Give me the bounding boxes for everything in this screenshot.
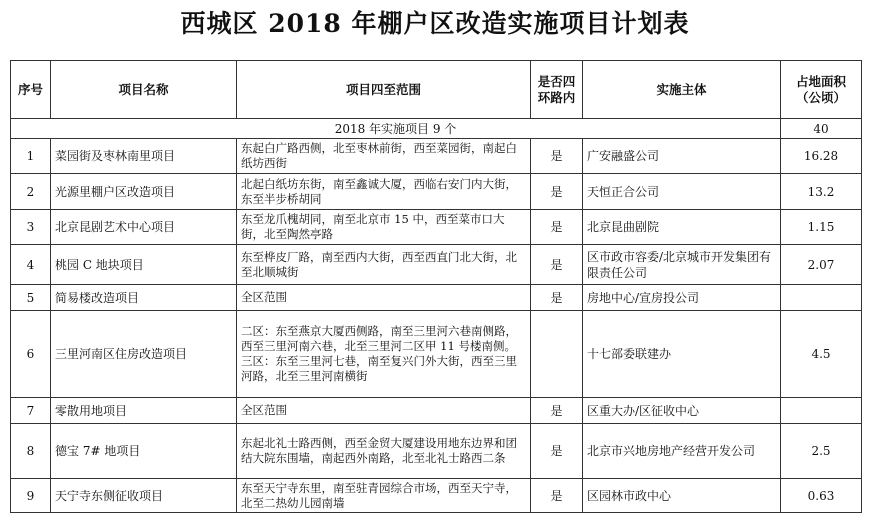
row-area: 2.5	[781, 424, 862, 479]
row-ring: 是	[531, 424, 583, 479]
row-ring	[531, 311, 583, 398]
col-header-entity: 实施主体	[583, 61, 781, 119]
row-scope: 东起白广路西侧，北至枣林前街，西至菜园街，南起白纸坊西街	[237, 139, 531, 174]
row-area: 2.07	[781, 245, 862, 285]
row-entity: 北京昆曲剧院	[583, 210, 781, 245]
row-area: 4.5	[781, 311, 862, 398]
row-entity: 天恒正合公司	[583, 174, 781, 210]
row-ring: 是	[531, 285, 583, 311]
row-scope: 东至桦皮厂路，南至西内大街，西至西直门北大街，北至北顺城街	[237, 245, 531, 285]
row-name: 光源里棚户区改造项目	[51, 174, 237, 210]
row-entity: 北京市兴地房地产经营开发公司	[583, 424, 781, 479]
row-name: 北京昆剧艺术中心项目	[51, 210, 237, 245]
table-row	[11, 479, 862, 513]
row-area	[781, 398, 862, 424]
row-ring: 是	[531, 398, 583, 424]
row-no: 5	[11, 285, 51, 311]
table-row	[11, 424, 862, 479]
row-name: 零散用地项目	[51, 398, 237, 424]
table-row	[11, 174, 862, 210]
row-name: 简易楼改造项目	[51, 285, 237, 311]
table-row	[11, 311, 862, 398]
row-scope: 东起北礼士路西侧，西至金贸大厦建设用地东边界和团结大院东围墙，南起西外南路，北至北礼士路西二条	[237, 424, 531, 479]
row-ring: 是	[531, 210, 583, 245]
table-row	[11, 245, 862, 285]
row-name: 菜园街及枣林南里项目	[51, 139, 237, 174]
col-header-scope: 项目四至范围	[237, 61, 531, 119]
row-ring: 是	[531, 174, 583, 210]
row-scope: 北起白纸坊东街，南至鑫诚大厦，西临右安门内大街，东至半步桥胡同	[237, 174, 531, 210]
section-label: 2018 年实施项目 9 个	[11, 119, 781, 139]
row-entity: 区重大办/区征收中心	[583, 398, 781, 424]
table-row	[11, 139, 862, 174]
table-row	[11, 285, 862, 311]
table-row	[11, 210, 862, 245]
row-area: 16.28	[781, 139, 862, 174]
row-no: 1	[11, 139, 51, 174]
row-name: 德宝 7# 地项目	[51, 424, 237, 479]
row-entity: 十七部委联建办	[583, 311, 781, 398]
row-no: 9	[11, 479, 51, 513]
row-entity: 区园林市政中心	[583, 479, 781, 513]
row-area: 0.63	[781, 479, 862, 513]
row-no: 6	[11, 311, 51, 398]
row-name: 天宁寺东侧征收项目	[51, 479, 237, 513]
row-scope: 二区：东至燕京大厦西侧路，南至三里河六巷南侧路，西至三里河南六巷，北至三里河二区甲 11 号楼南侧。三区：东至三里河七巷，南至复兴门外大街，西至三里河路，北至三里河南横街	[237, 311, 531, 398]
row-scope: 全区范围	[237, 285, 531, 311]
row-name: 桃园 C 地块项目	[51, 245, 237, 285]
col-header-ring: 是否四环路内	[531, 61, 583, 119]
row-entity: 房地中心/宣房投公司	[583, 285, 781, 311]
header-row	[11, 61, 862, 119]
table-row	[11, 398, 862, 424]
row-area: 1.15	[781, 210, 862, 245]
row-scope: 全区范围	[237, 398, 531, 424]
row-ring: 是	[531, 245, 583, 285]
row-no: 3	[11, 210, 51, 245]
project-table	[10, 60, 862, 513]
row-area	[781, 285, 862, 311]
section-area: 40	[781, 119, 862, 139]
row-entity: 区市政市容委/北京城市开发集团有限责任公司	[583, 245, 781, 285]
row-area: 13.2	[781, 174, 862, 210]
row-scope: 东至龙爪槐胡同，南至北京市 15 中，西至菜市口大街，北至陶然亭路	[237, 210, 531, 245]
row-entity: 广安融盛公司	[583, 139, 781, 174]
row-no: 2	[11, 174, 51, 210]
row-no: 4	[11, 245, 51, 285]
col-header-no: 序号	[11, 61, 51, 119]
row-ring: 是	[531, 479, 583, 513]
row-no: 7	[11, 398, 51, 424]
document-title: 西城区 2018 年棚户区改造实施项目计划表	[180, 9, 690, 38]
row-no: 8	[11, 424, 51, 479]
row-scope: 东至天宁寺东里，南至驻青园综合市场，西至天宁寺，北至二热幼儿园南墙	[237, 479, 531, 513]
section-row	[11, 119, 862, 139]
col-header-name: 项目名称	[51, 61, 237, 119]
row-name: 三里河南区住房改造项目	[51, 311, 237, 398]
row-ring: 是	[531, 139, 583, 174]
col-header-area: 占地面积（公顷）	[781, 61, 862, 119]
